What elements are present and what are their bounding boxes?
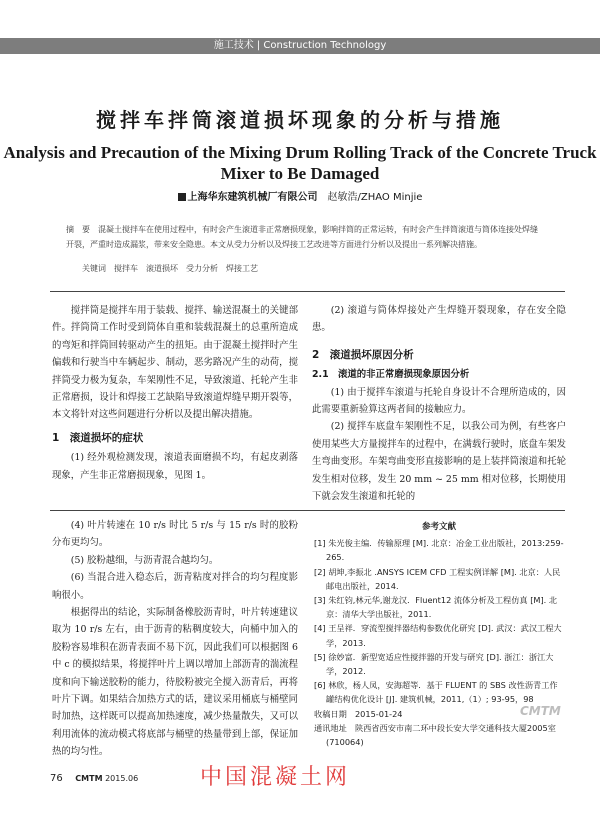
abstract <box>66 222 542 252</box>
item-1: (1) 经外观检测发现，滚道表面磨损不均，有起皮剥落现象，产生非正常磨损现象，见图 1。 <box>52 452 298 481</box>
divider-top <box>50 291 565 292</box>
divider-middle <box>50 510 565 511</box>
section-2-heading: 2 滚道损坏原因分析 <box>312 348 414 361</box>
recommendation-paragraph: 根据得出的结论，实际制备橡胶沥青时，叶片转速建议取为 10 r/s 左右，由于沥青的粘稠度较大，向桶中加入的胶粉容易堆积在沥青表面不易下沉，因此我们可以根据图 6 中 c 的模拟结果，将搅拌叶片上调以增加上部沥青的湍流程度和向下输送胶粉的能力，待胶粉被完全搅入沥青后，再将叶片下调。如果结合加热方式的话，建议采用桶底与桶壁同时加热，这样既可以提高加热速度，减少热量散失，又可以利用流体的流动模式将底部与桶壁的热量带到上部，保证加热的均匀性。 <box>52 607 298 758</box>
keywords-text: 搅拌车 滚道损坏 受力分析 焊接工艺 <box>114 264 258 273</box>
cause-paragraph-2: (2) 搅拌车底盘车架刚性不足，以我公司为例，有些客户使用某些大方量搅拌车的过程中，在满载行驶时，底盘车架发生弯曲变形。车架弯曲变形直接影响的是上装拌筒滚道和托轮发生相对位移，发生 20 mm ~ 25 mm 相对位移，长期使用下就会发生滚道和托轮的 <box>312 421 566 503</box>
reference-item: [5] 徐妙富．新型宽适应性搅拌器的开发与研究 [D]. 浙江：浙江大学，2012. <box>314 651 554 677</box>
reference-item: [1] 朱光俊主编．传输原理 [M]. 北京：冶金工业出版社，2013:259-265. <box>314 538 564 563</box>
left-column-upper <box>52 302 298 484</box>
section-header-label: 施工技术 | Construction Technology <box>213 40 387 51</box>
keywords <box>82 263 542 274</box>
section-2-1-heading: 2.1 滚道的非正常磨损现象原因分析 <box>312 369 470 381</box>
left-column-lower <box>52 517 298 761</box>
corner-watermark: CMTM <box>520 704 561 718</box>
square-icon <box>178 193 186 201</box>
conclusion-6: (6) 当混合进入稳态后，沥青粘度对拌合的均匀程度影响很小。 <box>52 572 298 601</box>
page-footer <box>50 773 138 784</box>
keywords-label: 关键词 <box>82 264 106 273</box>
cause-paragraph-1: (1) 由于搅拌车滚道与托轮自身设计不合理所造成的，因此需要重新验算这两者间的接触应力。 <box>312 386 566 416</box>
section-1-heading: 1 滚道损坏的症状 <box>52 431 144 444</box>
author-name: 赵敏浩/ZHAO Minjie <box>327 192 423 203</box>
reference-item: [2] 胡坤,李振北 .ANSYS ICEM CFD 工程实例详解 [M]. 北京：人民邮电出版社，2014. <box>314 566 561 591</box>
section-header <box>0 38 600 54</box>
title-chinese: 搅拌车拌筒滚道损坏现象的分析与措施 <box>96 108 504 132</box>
author-line <box>0 188 600 203</box>
title-english: Analysis and Precaution of the Mixing Drum Rolling Track of the Concrete Truck Mixer to Be Damaged <box>3 143 597 183</box>
author-company: 上海华东建筑机械厂有限公司 <box>187 192 318 203</box>
conclusion-5: (5) 胶粉越细，与沥青混合越均匀。 <box>70 554 219 566</box>
site-watermark: 中国混凝土网 <box>200 765 351 790</box>
reference-item: [6] 林欣，杨人凤，安海超等．基于 FLUENT 的 SBS 改性沥青工作罐结构优化设计 [J]. 建筑机械，2011,（1）; 93-95，98 <box>314 680 558 705</box>
references-title: 参考文献 <box>421 522 456 532</box>
correspondence-address: 通讯地址 陕西省西安市南二环中段长安大学交通科技大厦2005室 (710064) <box>314 722 556 748</box>
abstract-text: 混凝土搅拌车在使用过程中，有时会产生滚道非正常磨损现象，影响拌筒的正常运转，有时会产生拌筒滚道与筒体连接处焊缝开裂，严重时造成漏浆，带来安全隐患。本文从受力分析以及焊接工艺改进等方面进行分析以及提出一系列解决措施。 <box>66 225 538 249</box>
intro-paragraph: 搅拌筒是搅拌车用于装载、搅拌、输送混凝土的关键部件。拌筒筒工作时受到筒体自重和装载混凝土的总重所造成的弯矩和拌筒回转驱动产生的扭矩。由于混凝土搅拌时产生偏载和行驶当中车辆起步、制动，恶劣路况产生的动荷，搅拌筒受力极为复杂，车架刚性不足，导致滚道、托轮产生非正常磨损，设计和焊接工艺缺陷导致滚道焊缝早期开裂等，本文将针对这些问题进行分析以及提出解决措施。 <box>52 305 298 421</box>
page-number: 76 <box>50 773 63 784</box>
reference-item: [4] 王呈祥．穿流型搅拌器结构参数优化研究 [D]. 武汉：武汉工程大学，2013. <box>314 623 562 648</box>
received-date: 收稿日期 2015-01-24 <box>314 708 403 719</box>
conclusion-4: (4) 叶片转速在 10 r/s 时比 5 r/s 与 15 r/s 时的胶粉分布更均匀。 <box>52 520 298 549</box>
reference-item: [3] 朱红钧,林元华,谢龙汉．Fluent12 流体分析及工程仿真 [M]. 北京：清华大学出版社，2011. <box>314 595 558 620</box>
journal-name: CMTM <box>75 774 103 783</box>
item-2: (2) 滚道与筒体焊接处产生焊缝开裂现象，存在安全隐患。 <box>312 305 566 334</box>
abstract-label: 摘 要 <box>66 225 90 234</box>
right-column-upper <box>312 302 566 505</box>
journal-issue: 2015.06 <box>105 774 139 783</box>
